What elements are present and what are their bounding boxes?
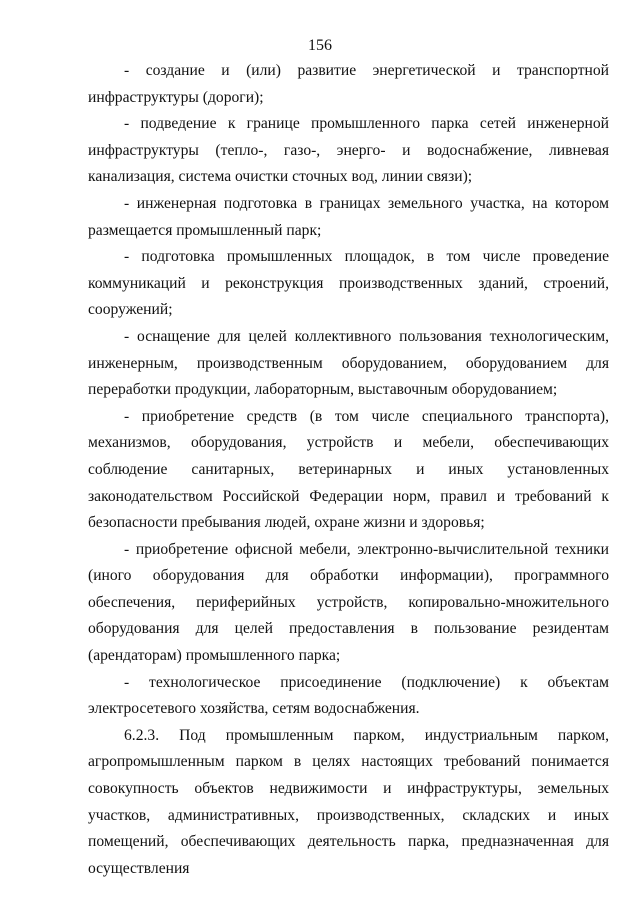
paragraph-3: - инженерная подготовка в границах земельного участка, на котором размещается промышленный парк;: [88, 194, 609, 239]
paragraph-9: 6.2.3. Под промышленным парком, индустриальным парком, агропромышленным парком в целях настоящих требований понимается совокупность объектов недвижимости и инфраструктуры, земельных участков, административных, производственных, складских и иных помещений, обеспечивающих деятельность парка, предназначенная для осуществления: [88, 726, 609, 877]
page-number: 156: [308, 37, 332, 54]
paragraph-8: - технологическое присоединение (подключение) к объектам электросетевого хозяйства, сетям водоснабжения.: [88, 673, 609, 718]
paragraph-7: - приобретение офисной мебели, электронно-вычислительной техники (иного оборудования для обработки информации), программного обеспечения, периферийных устройств, копировально-множительного оборудования для целей предоставления в пользование резидентам (арендаторам) промышленного парка;: [88, 540, 609, 665]
document-body: [88, 58, 609, 882]
paragraph-2: - подведение к границе промышленного парка сетей инженерной инфраструктуры (тепло-, газо-, энерго- и водоснабжение, ливневая канализация, система очистки сточных вод, линии связи);: [88, 115, 609, 186]
paragraph-4: - подготовка промышленных площадок, в том числе проведение коммуникаций и реконструкция производственных зданий, строений, сооружений;: [88, 248, 609, 319]
paragraph-6: - приобретение средств (в том числе специального транспорта), механизмов, оборудования, устройств и мебели, обеспечивающих соблюдение санитарных, ветеринарных и иных установленных законодательством Российской Федерации норм, правил и требований к безопасности пребывания людей, охране жизни и здоровья;: [88, 407, 609, 532]
paragraph-1: - создание и (или) развитие энергетической и транспортной инфраструктуры (дороги);: [88, 62, 609, 106]
paragraph-5: - оснащение для целей коллективного пользования технологическим, инженерным, производственным оборудованием, оборудованием для переработки продукции, лабораторным, выставочным оборудованием;: [88, 327, 609, 399]
